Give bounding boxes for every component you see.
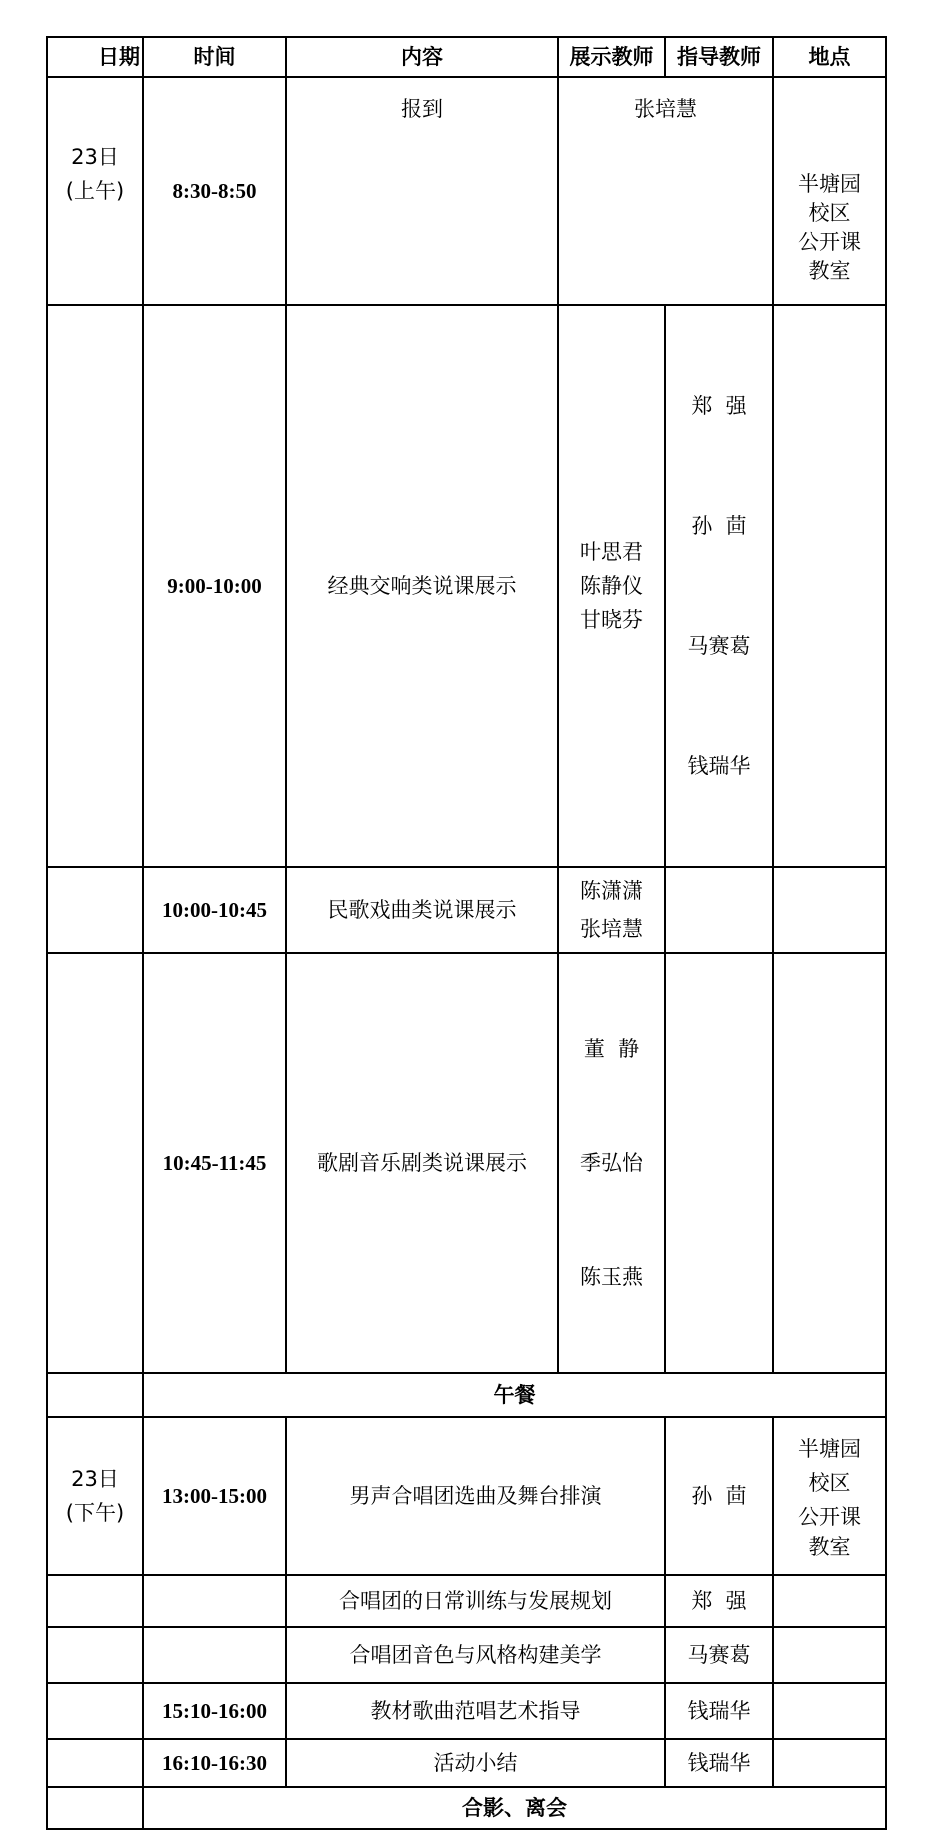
advisor-cell: 钱瑞华 bbox=[665, 1739, 773, 1787]
presenter-cell bbox=[558, 867, 665, 953]
presenter-cell bbox=[558, 305, 665, 867]
time-cell: 15:10-16:00 bbox=[143, 1683, 286, 1739]
presenter-name: 季弘怡 bbox=[580, 1151, 643, 1175]
header-location: 地点 bbox=[773, 37, 886, 77]
presenter-name: 董 静 bbox=[583, 1037, 640, 1061]
date-cell bbox=[47, 1739, 143, 1787]
content-cell: 合唱团音色与风格构建美学 bbox=[286, 1627, 665, 1683]
header-date: 日期 bbox=[47, 37, 143, 77]
lunch-label: 午餐 bbox=[143, 1373, 886, 1417]
location-cell bbox=[773, 1627, 886, 1683]
header-presenter: 展示教师 bbox=[558, 37, 665, 77]
date-day: 23日 bbox=[71, 145, 119, 169]
advisor-cell: 钱瑞华 bbox=[665, 1683, 773, 1739]
time-cell: 10:45-11:45 bbox=[143, 953, 286, 1373]
advisor-cell bbox=[665, 305, 773, 867]
table-row bbox=[47, 77, 886, 305]
header-time: 时间 bbox=[143, 37, 286, 77]
table-row bbox=[47, 1683, 886, 1739]
content-cell: 合唱团的日常训练与发展规划 bbox=[286, 1575, 665, 1627]
advisor-cell: 郑 强 bbox=[665, 1575, 773, 1627]
location-cell bbox=[773, 953, 886, 1373]
person-cell: 张培慧 bbox=[558, 77, 773, 305]
table-row bbox=[47, 1627, 886, 1683]
content-cell: 歌剧音乐剧类说课展示 bbox=[286, 953, 558, 1373]
advisor-name: 郑 强 bbox=[691, 394, 747, 418]
table-row bbox=[47, 1373, 886, 1417]
presenter-name: 陈潇潇 bbox=[580, 879, 643, 903]
content-cell: 经典交响类说课展示 bbox=[286, 305, 558, 867]
location-cell bbox=[773, 1575, 886, 1627]
advisor-cell bbox=[665, 953, 773, 1373]
location-line: 校区 bbox=[808, 1471, 851, 1495]
table-row bbox=[47, 1575, 886, 1627]
closing-label: 合影、离会 bbox=[143, 1787, 886, 1829]
table-row bbox=[47, 1787, 886, 1829]
date-cell bbox=[47, 1683, 143, 1739]
date-cell bbox=[47, 1787, 143, 1829]
table-row bbox=[47, 1417, 886, 1575]
date-cell bbox=[47, 867, 143, 953]
table-row bbox=[47, 1739, 886, 1787]
location-cell bbox=[773, 1683, 886, 1739]
content-cell: 男声合唱团选曲及舞台排演 bbox=[286, 1417, 665, 1575]
content-cell: 活动小结 bbox=[286, 1739, 665, 1787]
date-cell-afternoon bbox=[47, 1417, 143, 1575]
table-row bbox=[47, 953, 886, 1373]
content-cell: 民歌戏曲类说课展示 bbox=[286, 867, 558, 953]
date-cell bbox=[47, 1373, 143, 1417]
date-cell bbox=[47, 1627, 143, 1683]
location-line: 公开课 bbox=[798, 1505, 861, 1529]
date-cell bbox=[47, 1575, 143, 1627]
date-cell bbox=[47, 305, 143, 867]
table-row bbox=[47, 305, 886, 867]
content-cell: 教材歌曲范唱艺术指导 bbox=[286, 1683, 665, 1739]
time-cell: 9:00-10:00 bbox=[143, 305, 286, 867]
presenter-name: 陈玉燕 bbox=[580, 1265, 643, 1289]
time-cell bbox=[143, 1575, 286, 1627]
location-line: 校区 bbox=[808, 201, 851, 225]
header-content: 内容 bbox=[286, 37, 558, 77]
advisor-cell bbox=[665, 867, 773, 953]
time-cell: 8:30-8:50 bbox=[143, 77, 286, 305]
content-cell: 报到 bbox=[286, 77, 558, 305]
presenter-name: 张培慧 bbox=[580, 917, 643, 941]
date-cell-morning bbox=[47, 77, 143, 305]
advisor-cell: 孙 茴 bbox=[665, 1417, 773, 1575]
location-line: 公开课 bbox=[798, 230, 861, 254]
time-cell: 16:10-16:30 bbox=[143, 1739, 286, 1787]
schedule-table bbox=[46, 36, 887, 1830]
date-cell bbox=[47, 953, 143, 1373]
location-cell bbox=[773, 867, 886, 953]
location-line: 教室 bbox=[808, 1535, 851, 1559]
advisor-name: 孙 茴 bbox=[691, 514, 747, 538]
location-cell-afternoon bbox=[773, 1417, 886, 1575]
presenter-name: 叶思君 bbox=[580, 540, 643, 564]
location-line: 教室 bbox=[808, 259, 851, 283]
time-cell: 10:00-10:45 bbox=[143, 867, 286, 953]
location-cell bbox=[773, 305, 886, 867]
time-cell: 13:00-15:00 bbox=[143, 1417, 286, 1575]
header-advisor: 指导教师 bbox=[665, 37, 773, 77]
advisor-name: 钱瑞华 bbox=[687, 754, 751, 778]
location-line: 半塘园 bbox=[798, 1437, 861, 1461]
location-line: 半塘园 bbox=[798, 172, 861, 196]
advisor-name: 马赛葛 bbox=[687, 634, 751, 658]
time-cell bbox=[143, 1627, 286, 1683]
advisor-cell: 马赛葛 bbox=[665, 1627, 773, 1683]
date-part: (下午) bbox=[65, 1501, 125, 1525]
presenter-name: 甘晓芬 bbox=[580, 608, 643, 632]
presenter-name: 陈静仪 bbox=[580, 574, 643, 598]
header-row bbox=[47, 37, 886, 77]
table-row bbox=[47, 867, 886, 953]
location-cell-morning bbox=[773, 77, 886, 305]
date-day: 23日 bbox=[71, 1467, 119, 1491]
date-part: (上午) bbox=[65, 179, 125, 203]
location-cell bbox=[773, 1739, 886, 1787]
presenter-cell bbox=[558, 953, 665, 1373]
